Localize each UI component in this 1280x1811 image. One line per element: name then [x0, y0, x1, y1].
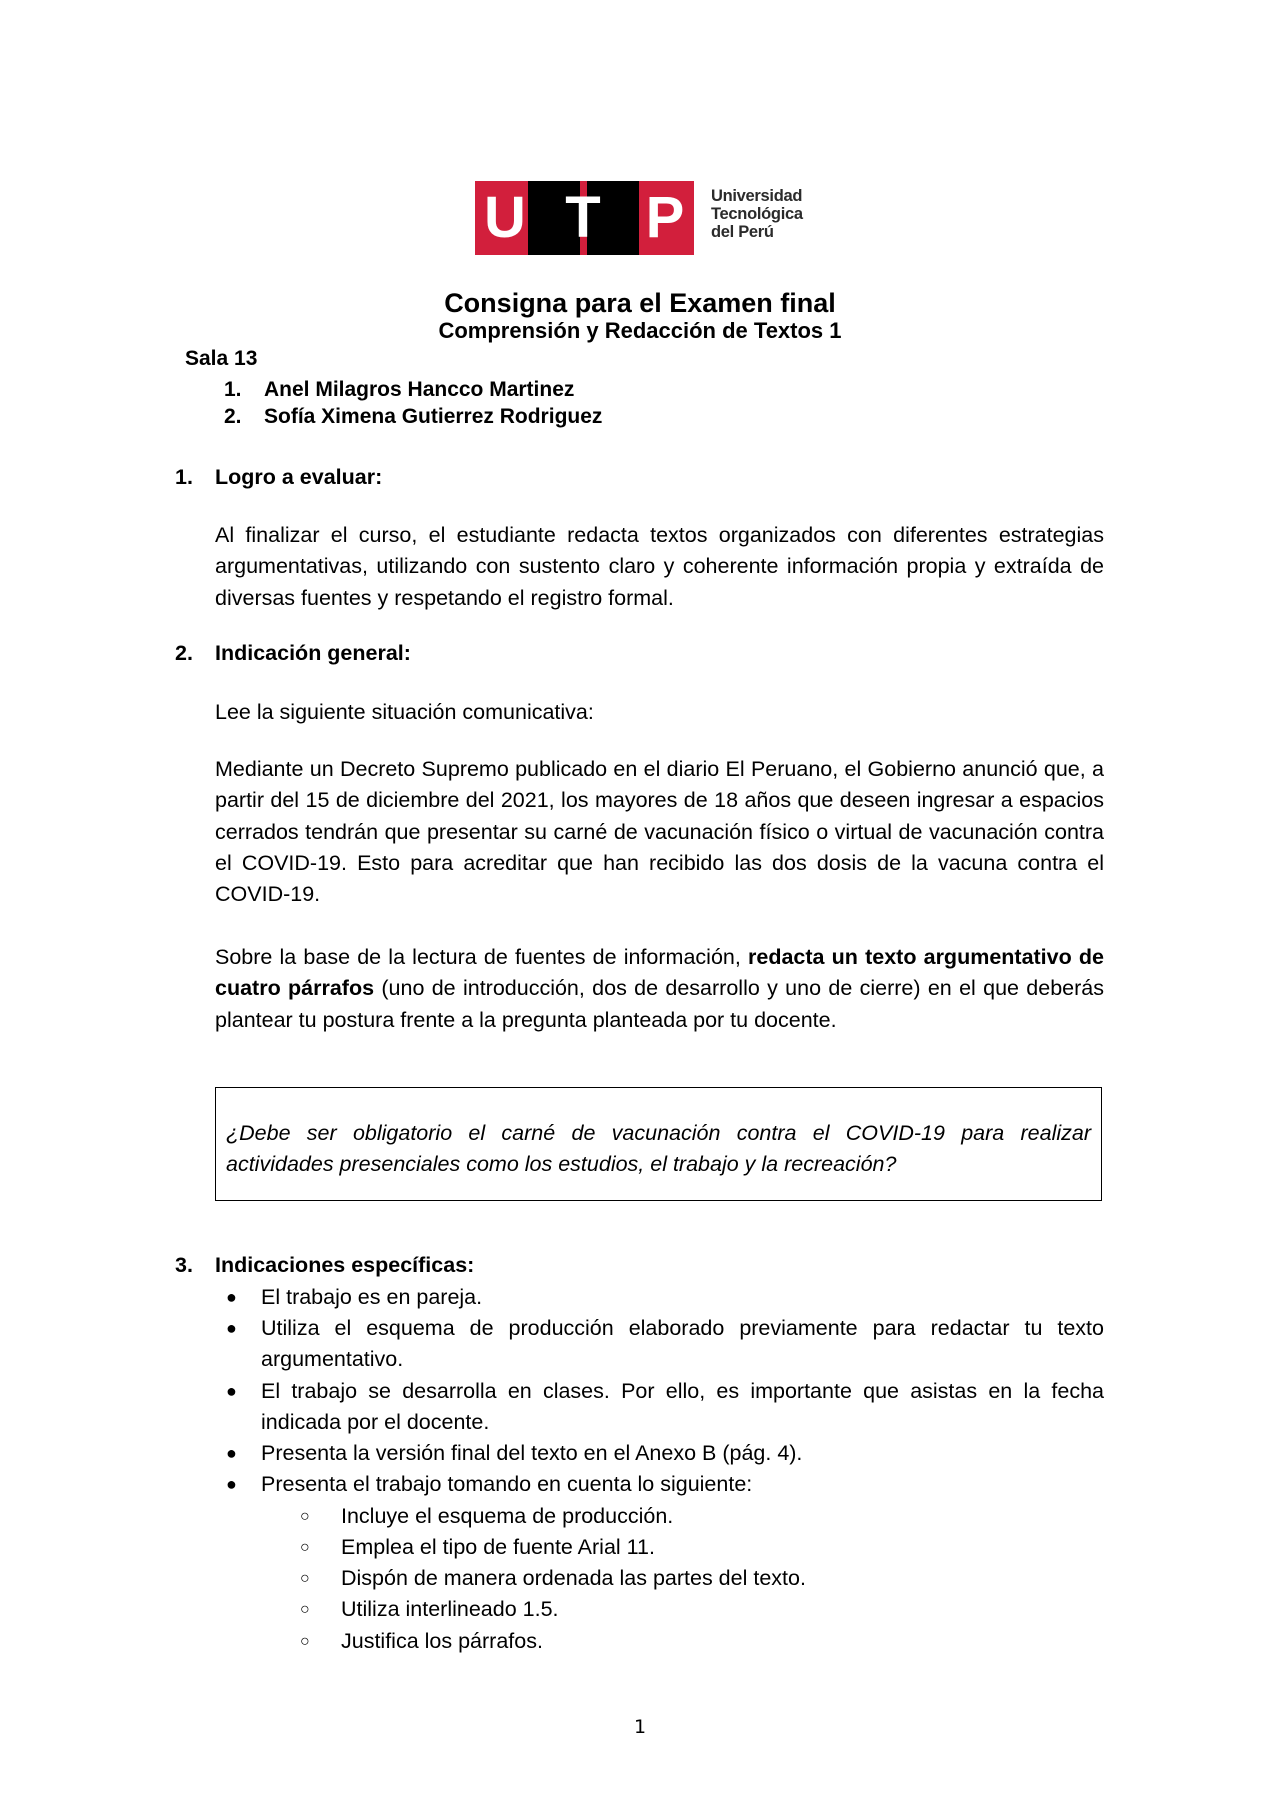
- logo-wordmark: [711, 187, 803, 241]
- section-title: Indicaciones específicas:: [215, 1253, 475, 1277]
- logo-letter-t: T: [565, 185, 601, 250]
- list-item: [215, 1469, 1104, 1500]
- sub-item-text: Emplea el tipo de fuente Arial 11.: [341, 1535, 655, 1559]
- logo-letter-p: P: [645, 185, 685, 250]
- section-number: 1.: [175, 465, 193, 489]
- logo-line: del Perú: [711, 223, 774, 241]
- section-number: 3.: [175, 1253, 193, 1277]
- task-bold: redacta un texto argumentativo de cuatro párrafos: [215, 945, 1104, 1001]
- member-name: Anel Milagros Hancco Martinez: [264, 378, 575, 401]
- section-title: Indicación general:: [215, 641, 411, 665]
- list-item: [215, 1313, 1104, 1376]
- logro-text: Al finalizar el curso, el estudiante redacta textos organizados con diferentes estrategias argumentativas, utilizando con sustento claro y coherente información propia y extraída de diversas fuentes y respetando el registro formal.: [215, 523, 1104, 610]
- circle-bullet-icon: ○: [300, 1570, 310, 1587]
- circle-bullet-icon: ○: [300, 1633, 310, 1650]
- circle-bullet-icon: ○: [300, 1539, 310, 1556]
- sub-item-text: Utiliza interlineado 1.5.: [341, 1597, 559, 1621]
- section-heading: [175, 1252, 474, 1278]
- member-item: [224, 404, 602, 430]
- list-item-text: Presenta el trabajo tomando en cuenta lo siguiente:: [261, 1472, 753, 1496]
- question-text: ¿Debe ser obligatorio el carné de vacunación contra el COVID-19 para realizar actividades presenciales como los estudios, el trabajo y la recreación?: [226, 1121, 1091, 1176]
- bullet-icon: ●: [226, 1318, 237, 1338]
- circle-bullet-icon: ○: [300, 1601, 310, 1618]
- list-item-text: Utiliza el esquema de producción elaborado previamente para redactar tu texto argumentativo.: [261, 1316, 1104, 1372]
- page-number: 1: [633, 1716, 647, 1738]
- section-heading: [175, 640, 411, 666]
- list-item: [215, 1376, 1104, 1439]
- section-heading: [175, 464, 382, 490]
- sub-item-text: Incluye el esquema de producción.: [341, 1504, 674, 1528]
- list-item-text: El trabajo es en pareja.: [261, 1285, 483, 1309]
- sala-label: Sala 13: [185, 347, 258, 370]
- sub-list-item: [300, 1532, 655, 1563]
- situacion-text: Mediante un Decreto Supremo publicado en el diario El Peruano, el Gobierno anunció que, a partir del 15 de diciembre del 2021, los mayores de 18 años que deseen ingresar a espacios cerrados tendrán que presentar su carné de vacunación físico o virtual de vacunación contra el COVID-19. Esto para acreditar que han recibido las dos dosis de la vacuna contra el COVID-19.: [215, 757, 1104, 907]
- list-item: [215, 1282, 1104, 1313]
- member-name: Sofía Ximena Gutierrez Rodriguez: [264, 405, 603, 428]
- list-item-text: El trabajo se desarrolla en clases. Por ello, es importante que asistas en la fecha indicada por el docente.: [261, 1379, 1104, 1435]
- indicacion-intro: [215, 697, 1104, 728]
- logo-line: Universidad: [711, 187, 803, 205]
- sub-list-item: [300, 1563, 806, 1594]
- utp-logo: [475, 181, 815, 255]
- bullet-icon: ●: [226, 1381, 237, 1401]
- sub-list-item: [300, 1501, 673, 1532]
- logo-letter-u: U: [484, 185, 526, 250]
- intro-text: Lee la siguiente situación comunicativa:: [215, 700, 594, 724]
- sub-list-item: [300, 1594, 559, 1625]
- task-post: (uno de introducción, dos de desarrollo y uno de cierre) en el que deberás plantear tu postura frente a la pregunta planteada por tu docente.: [215, 976, 1104, 1032]
- page-subtitle: Comprensión y Redacción de Textos 1: [438, 318, 842, 343]
- sub-item-text: Justifica los párrafos.: [341, 1629, 543, 1653]
- section-number: 2.: [175, 641, 193, 665]
- task-paragraph: [215, 942, 1104, 1036]
- member-item: [224, 377, 574, 403]
- bullet-icon: ●: [226, 1474, 237, 1494]
- situacion-paragraph: [215, 754, 1104, 910]
- task-text: [215, 942, 1104, 1036]
- task-pre: Sobre la base de la lectura de fuentes de información,: [215, 945, 748, 969]
- sub-item-text: Dispón de manera ordenada las partes del texto.: [341, 1566, 806, 1590]
- list-item: [215, 1438, 1104, 1469]
- list-item-text: Presenta la versión final del texto en el Anexo B (pág. 4).: [261, 1441, 803, 1465]
- bullet-icon: ●: [226, 1287, 237, 1307]
- question-box: [215, 1087, 1102, 1201]
- member-number: 1.: [224, 378, 242, 401]
- section-title: Logro a evaluar:: [215, 465, 383, 489]
- page-title: Consigna para el Examen final: [444, 288, 836, 318]
- member-number: 2.: [224, 405, 242, 428]
- sub-list-item: [300, 1626, 543, 1657]
- circle-bullet-icon: ○: [300, 1508, 310, 1525]
- bullet-icon: ●: [226, 1443, 237, 1463]
- logro-paragraph: [215, 520, 1104, 614]
- logo-line: Tecnológica: [711, 205, 803, 223]
